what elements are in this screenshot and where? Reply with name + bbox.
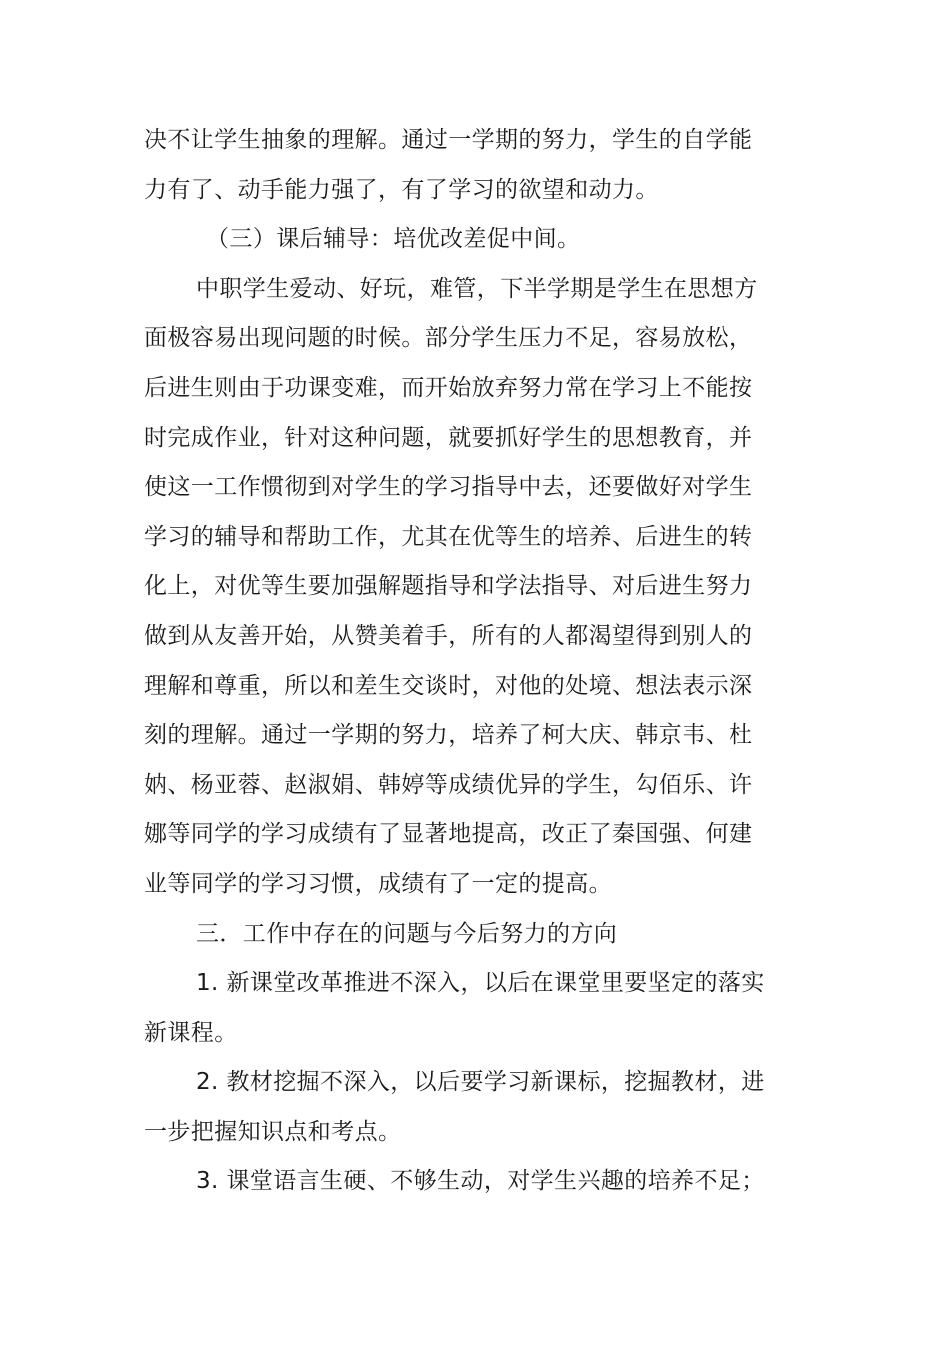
text-line: 新课程。 — [144, 1019, 238, 1046]
list-item: 1. 新课堂改革推进不深入，以后在课堂里要坚定的落实 — [196, 970, 765, 997]
text-line: 力有了、动手能力强了，有了学习的欲望和动力。 — [144, 176, 659, 203]
text-line: 理解和尊重，所以和差生交谈时，对他的处境、想法表示深 — [144, 672, 753, 699]
section-heading: 三．工作中存在的问题与今后努力的方向 — [196, 920, 618, 947]
text-line: 学习的辅导和帮助工作，尤其在优等生的培养、后进生的转 — [144, 523, 753, 550]
section-heading: （三）课后辅导：培优改差促中间。 — [206, 226, 581, 253]
text-line: 娜等同学的学习成绩有了显著地提高，改正了秦国强、何建 — [144, 821, 753, 848]
list-item: 3. 课堂语言生硬、不够生动，对学生兴趣的培养不足； — [196, 1168, 765, 1195]
text-line: 决不让学生抽象的理解。通过一学期的努力，学生的自学能 — [144, 127, 753, 153]
text-line: 后进生则由于功课变难，而开始放弃努力常在学习上不能按 — [144, 374, 753, 401]
text-line: 化上，对优等生要加强解题指导和学法指导、对后进生努力 — [144, 573, 753, 600]
text-line: 一步把握知识点和考点。 — [144, 1118, 402, 1145]
text-line: 中职学生爱动、好玩，难管，下半学期是学生在思想方 — [196, 275, 758, 302]
document-body — [144, 116, 764, 1207]
text-line: 面极容易出现问题的时候。部分学生压力不足，容易放松， — [144, 325, 753, 352]
text-line: 时完成作业，针对这种问题，就要抓好学生的思想教育，并 — [144, 424, 753, 451]
list-item: 2. 教材挖掘不深入，以后要学习新课标，挖掘教材，进 — [196, 1069, 765, 1096]
text-line: 刻的理解。通过一学期的努力，培养了柯大庆、韩京韦、杜 — [144, 722, 753, 749]
text-line: 做到从友善开始，从赞美着手，所有的人都渴望得到别人的 — [144, 622, 753, 649]
text-line: 妠、杨亚蓉、赵淑娟、韩婷等成绩优异的学生，勾佰乐、许 — [144, 771, 753, 798]
text-line: 业等同学的学习习惯，成绩有了一定的提高。 — [144, 870, 612, 897]
text-line: 使这一工作惯彻到对学生的学习指导中去，还要做好对学生 — [144, 474, 753, 501]
